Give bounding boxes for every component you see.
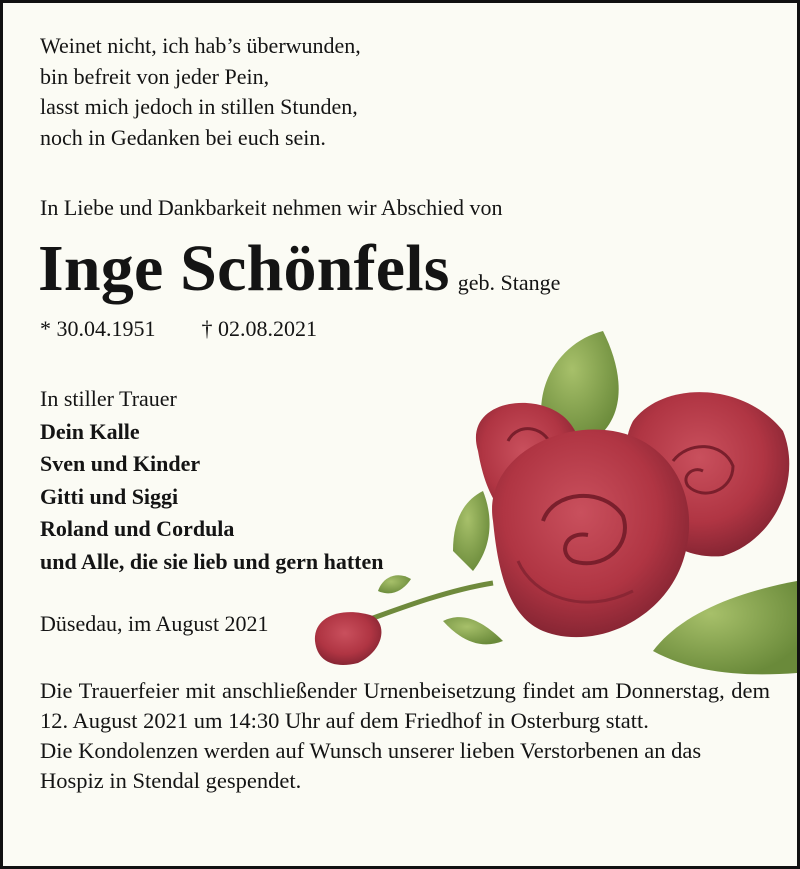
verse-line: Weinet nicht, ich hab’s überwunden, <box>40 33 361 58</box>
funeral-details: Die Trauerfeier mit anschließender Urnenbeisetzung findet am Donnerstag, dem 12. August 2021 um 14:30 Uhr auf dem Friedhof in Osterburg statt. <box>40 678 770 733</box>
deceased-name: Inge Schönfels <box>38 232 450 305</box>
mourner-name: Roland und Cordula <box>40 516 235 541</box>
mourner-name: Gitti und Siggi <box>40 483 179 509</box>
verse-line: bin befreit von jeder Pein, <box>40 63 270 89</box>
mourner-name: Dein Kalle <box>40 418 140 444</box>
condolence-note: Die Kondolenzen werden auf Wunsch unserer lieben Verstorbenen an das Hospiz in Stendal gespendet. <box>40 738 702 793</box>
maiden-name: geb. Stange <box>457 270 561 295</box>
birth-date: * 30.04.1951 <box>40 316 156 341</box>
intro-text: In Liebe und Dankbarkeit nehmen wir Abschied von <box>40 195 503 220</box>
deceased-name-row <box>38 231 560 307</box>
mourner-name: und Alle, die sie lieb und gern hatten <box>40 548 384 574</box>
verse <box>40 31 361 153</box>
red-roses-icon <box>303 321 797 681</box>
death-date: † 02.08.2021 <box>201 316 317 341</box>
verse-line: lasst mich jedoch in stillen Stunden, <box>40 94 358 119</box>
life-dates <box>40 316 317 342</box>
place-date: Düsedau, im August 2021 <box>40 611 269 636</box>
mourners-lead: In stiller Trauer <box>40 386 177 411</box>
funeral-notice <box>40 676 770 796</box>
verse-line: noch in Gedanken bei euch sein. <box>40 124 326 150</box>
mourner-name: Sven und Kinder <box>40 451 201 476</box>
